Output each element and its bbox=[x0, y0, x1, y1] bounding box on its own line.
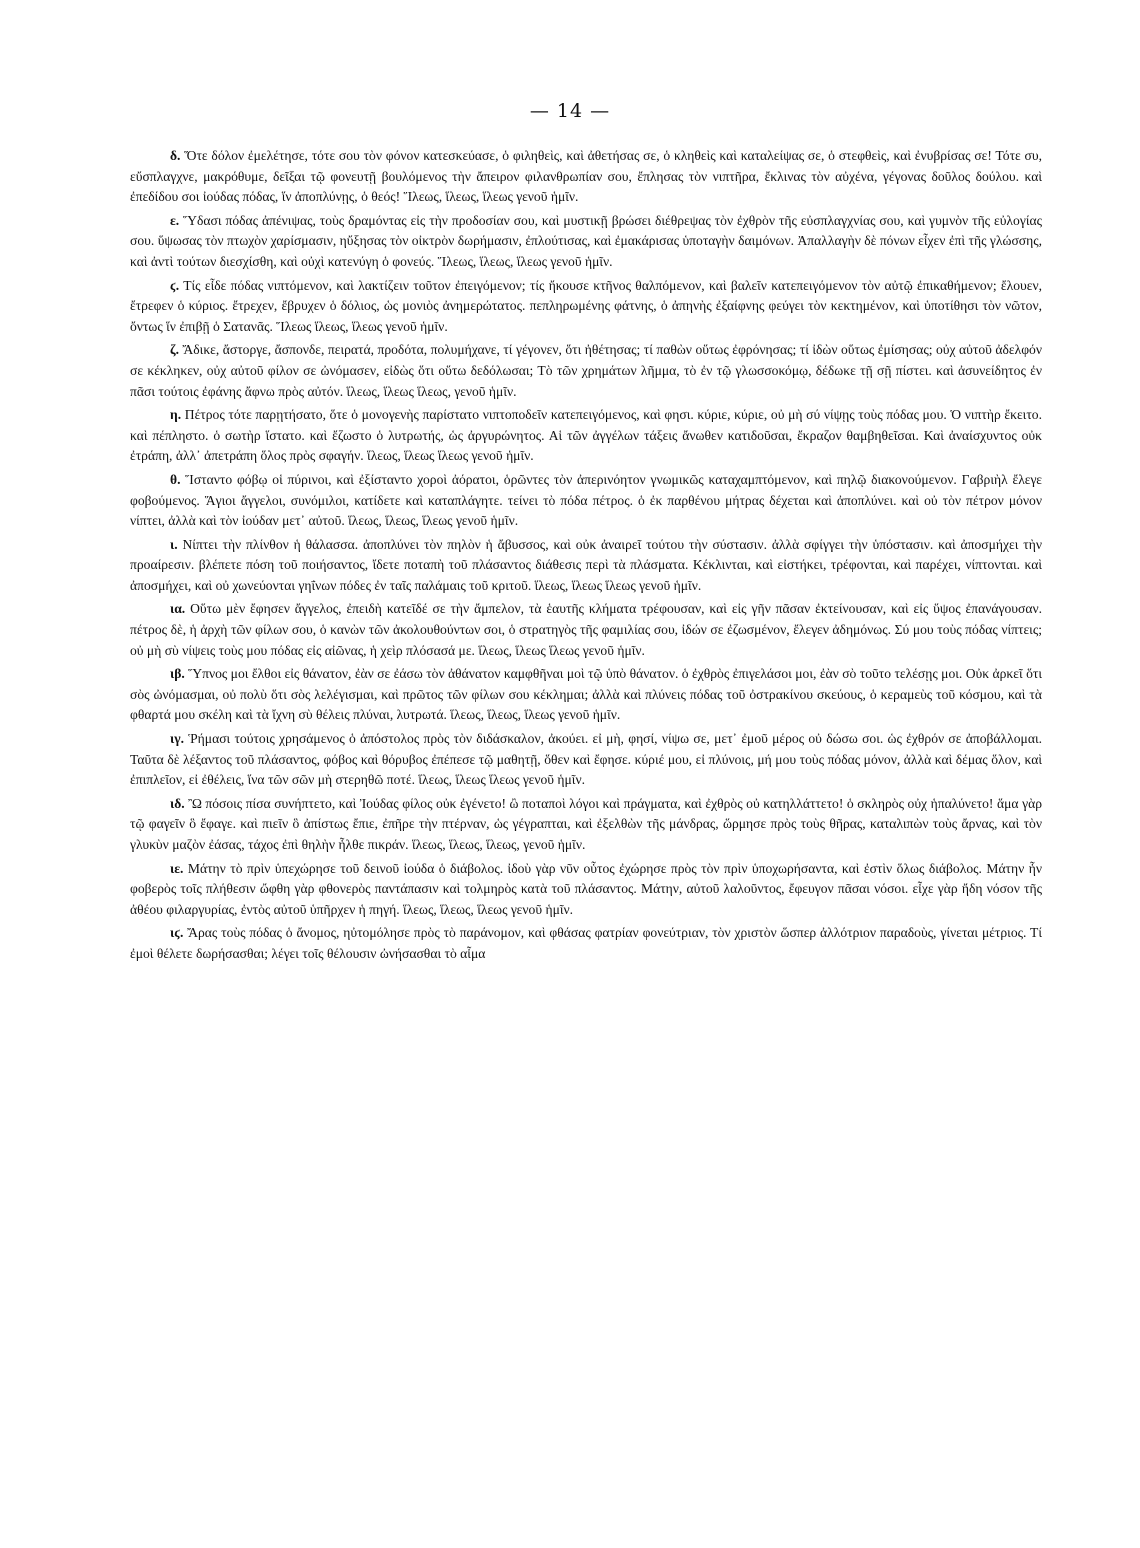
paragraph-text: Νίπτει τὴν πλίνθον ἡ θάλασσα. ἀποπλύνει τὸν πηλὸν ἡ ἄβυσσος, καὶ οὐκ ἀναιρεῖ τούτου τὴν σύστασιν. ἀλλὰ σφίγγει τὴν ὑπόστασιν. καὶ ἀποσμήχει τὴν προαίρεσιν. βλέπετε πόση τοῦ ποιήσαντος, ἴδετε ποταπὴ τοῦ πλάσαντος διάθεσις περὶ τὰ πλάσματα. Κέκλινται, καὶ εἰστήκει, τρέφονται, καὶ παρέχει, νίπτονται. καὶ ἀποσμήχει, καὶ οὐ χωνεύονται γηΐνων πόδες ἐν ταῖς παλάμαις τοῦ κριτοῦ. ἵλεως, ἵλεως ἵλεως γενοῦ ἡμῖν. bbox=[130, 536, 1042, 593]
paragraph bbox=[130, 794, 1042, 856]
paragraph bbox=[130, 664, 1042, 726]
paragraph-text: Τίς εἶδε πόδας νιπτόμενον, καὶ λακτίζειν τοῦτον ἐπειγόμενον; τίς ἤκουσε κτῆνος θαλπόμενον, καὶ βαλεῖν κατεπειγόμενον τὸν αὐτῷ ἐπικαθήμενον; ἔλουεν, ἔτρεφεν ὁ κύριος. ἔτρεχεν, ἔβρυχεν ὁ δόλιος, ὡς μονιὸς ἀνημερώτατος. πεπληρωμένης φάτνης, ὁ ἀπηνὴς ἐξαίφνης φεύγει τὸν κεκτημένον, καὶ ὑποτίθησι τὸν νῶτον, ὄντως ἵν ἐπιβῇ ὁ Σατανᾶς. Ἵλεως ἵλεως, ἵλεως γενοῦ ἡμῖν. bbox=[130, 277, 1042, 334]
paragraph bbox=[130, 923, 1042, 964]
body-text bbox=[130, 146, 1042, 968]
paragraph-text: Οὕτω μὲν ἔφησεν ἄγγελος, ἐπειδὴ κατεῖδέ σε τὴν ἄμπελον, τὰ ἑαυτῆς κλήματα τρέφουσαν, καὶ εἰς γῆν πᾶσαν ἐκτείνουσαν, καὶ εἰς ὕψος ἐπανάγουσαν. πέτρος δὲ, ἡ ἀρχὴ τῶν φίλων σου, ὁ κανὼν τῶν ἀκολουθούντων σοι, ὁ στρατηγὸς τῆς φαμιλίας σου, ἰδών σε ἐζωσμένον, ἔλεγεν ἀδημόνως. Σύ μου τοὺς πόδας νίπτεις; οὐ μὴ σὺ νίψεις τοὺς μου πόδας εἰς αἰῶνας, ἡ χεὶρ πλόσασά με. ἵλεως, ἵλεως ἵλεως γενοῦ ἡμῖν. bbox=[130, 601, 1042, 658]
stanza-number: θ. bbox=[170, 471, 181, 487]
stanza-number: ιδ. bbox=[170, 795, 185, 811]
paragraph-text: Ὕδασι πόδας ἀπένιψας, τοὺς δραμόντας εἰς τὴν προδοσίαν σου, καὶ μυστικῇ βρώσει διέθρεψας τὸν ἐχθρὸν τῆς εὐσπλαγχνίας σου, καὶ γυμνὸν τῆς εὐλογίας σου. ὕψωσας τὸν πτωχὸν χαρίσμασιν, ηὔξησας τὸν οἰκτρὸν δωρήμασιν, ἐπλούτισας, καὶ ἐμακάρισας ὑποταγὴν δαιμόνων. Ἀπαλλαγὴν δὲ πόνων εἶχεν ἐπὶ τῆς γλώσσης, καὶ ἀντὶ τούτων διεσχίσθη, καὶ οὐχὶ κατενύγη ὁ φονεύς. Ἵλεως, ἵλεως, ἵλεως γενοῦ ἡμῖν. bbox=[130, 212, 1042, 269]
paragraph-text: Ὅτε δόλον ἐμελέτησε, τότε σου τὸν φόνον κατεσκεύασε, ὁ φιληθεὶς, καὶ ἀθετήσας σε, ὁ κληθεὶς καὶ καταλείψας σε, ὁ στεφθεὶς, καὶ ἐνυβρίσας σε! Τότε συ, εὔσπλαγχνε, μακρόθυμε, δεῖξαι τῷ φονευτῇ βουλόμενος τὴν ἄπειρον φιλανθρωπίαν σου, ἔπλησας τὸν νιπτῆρα, ἔκλινας τὸν αὐχένα, γέγονας δοῦλος δούλου. καὶ ἐπεδίδου σοι ἰούδας πόδας, ἵν ἀποπλύνῃς, ὁ θεός! Ἵλεως, ἵλεως, ἵλεως γενοῦ ἡμῖν. bbox=[130, 148, 1042, 205]
stanza-number: ιε. bbox=[170, 860, 184, 876]
paragraph-text: Ἄδικε, ἄστοργε, ἄσπονδε, πειρατά, προδότα, πολυμήχανε, τί γέγονεν, ὅτι ἠθέτησας; τί παθὼν οὕτως ἐφρόνησας; τί ἰδὼν οὕτως ἐμίσησας; οὐχ αὐτοῦ ἀδελφόν σε κέκληκεν, οὐχ αὐτοῦ φίλον σε ὠνόμασεν, εἰδὼς ὅτι οὕτω δεδόλωσαι; Τὸ τῶν χρημάτων λῆμμα, τὸ ἐν τῷ γλωσσοκόμῳ, δέδωκε τῇ σῇ πίστει. καὶ ἀσυνείδητος ἐν πᾶσι τούτοις ἐφάνης ἄφνω πρὸς αὐτόν. ἵλεως, ἵλεως ἵλεως, γενοῦ ἡμῖν. bbox=[130, 342, 1042, 399]
stanza-number: ια. bbox=[170, 601, 186, 617]
paragraph bbox=[130, 405, 1042, 467]
paragraph bbox=[130, 535, 1042, 597]
paragraph bbox=[130, 729, 1042, 791]
paragraph-text: Μάτην τὸ πρὶν ὑπεχώρησε τοῦ δεινοῦ ἰούδα ὁ διάβολος. ἰδοὺ γὰρ νῦν οὗτος ἐχώρησε πρὸς τὸν πρὶν ὑποχωρήσαντα, καὶ ἐστὶν ὅλως διάβολος. Μάτην ἦν φοβερὸς τοῖς πλήθεσιν ὤφθη γὰρ φθονερὸς παντάπασιν καὶ τολμηρὸς κατὰ τοῦ πλάσαντος. Μάτην, αὐτοῦ λαλοῦντος, ἔφευγον πᾶσαι νόσοι. εἶχε γὰρ ἤδη νόσον τῆς ἀθέου φιλαργυρίας, ἐντὸς αὐτοῦ ὑπῆρχεν ἡ πηγή. ἵλεως, ἵλεως, ἵλεως γενοῦ ἡμῖν. bbox=[130, 860, 1042, 917]
stanza-number: ι. bbox=[170, 536, 178, 552]
paragraph bbox=[130, 340, 1042, 402]
paragraph-text: Ὕπνος μοι ἔλθοι εἰς θάνατον, ἐὰν σε ἐάσω τὸν ἀθάνατον καμφθῆναι μοὶ τῷ ὑπὸ θάνατον. ὁ ἐχθρὸς ἐπιγελάσοι μοι, ἐὰν σὸ τοῦτο τελέσῃς μοι. Οὐκ ἀρκεῖ ὅτι σὸς ὠνόμασμαι, οὐ πολὺ ὅτι σὸς λελέγισμαι, καὶ πρῶτος τῶν φίλων σου κέκλημαι; ἀλλὰ καὶ πλύνεις πόδας τοῦ ὀστρακίνου σκεύους, ὁ κεραμεὺς τοῦ κόσμου, καὶ τὰ φθαρτά μου σκέλη καὶ τὰ ἴχνη σὺ θέλεις πλύναι, λυτρωτά. ἵλεως, ἵλεως, ἵλεως γενοῦ ἡμῖν. bbox=[130, 666, 1042, 723]
paragraph bbox=[130, 859, 1042, 921]
stanza-number: ιϛ. bbox=[170, 925, 184, 941]
paragraph bbox=[130, 276, 1042, 338]
stanza-number: ε. bbox=[170, 212, 180, 228]
stanza-number: η. bbox=[170, 407, 182, 423]
stanza-number: ζ. bbox=[170, 342, 180, 358]
stanza-number: ϛ. bbox=[170, 277, 180, 293]
paragraph bbox=[130, 599, 1042, 661]
paragraph bbox=[130, 146, 1042, 208]
stanza-number: ιβ. bbox=[170, 666, 185, 682]
paragraph bbox=[130, 211, 1042, 273]
stanza-number: δ. bbox=[170, 148, 181, 163]
page-number: — 14 — bbox=[529, 100, 611, 122]
stanza-number: ιγ. bbox=[170, 731, 184, 747]
paragraph-text: Ὢ πόσοις πίσα συνήπτετο, καὶ Ἰούδας φίλος οὐκ ἐγένετο! ὢ ποταποὶ λόγοι καὶ πράγματα, καὶ ἐχθρὸς οὐ κατηλλάττετο! ὁ σκληρὸς οὐχ ἡπαλύνετο! ἅμα γὰρ τῷ φαγεῖν ὃ ἔφαγε. καὶ πιεῖν ὃ ἀπίστως ἔπιε, ἐπῆρε τὴν πτέρναν, ὡς γέγραπται, καὶ ἐξελθὼν τῆς μάνδρας, ὥρμησε πρὸς τοὺς θῆρας, καταλιπὼν τοὺς ἄρνας, καὶ τὸν γλυκὺν μαζὸν ἐάσας, τάχος ἐπὶ θηλὴν ἦλθε πικράν. ἵλεως, ἵλεως, ἵλεως, γενοῦ ἡμῖν. bbox=[130, 795, 1042, 852]
paragraph-text: Πέτρος τότε παρῃτήσατο, ὅτε ὁ μονογενὴς παρίστατο νιπτοποδεῖν κατεπειγόμενος, καὶ φησι. κύριε, κύριε, οὐ μὴ σύ νίψῃς τοὺς πόδας μου. Ὁ νιπτὴρ ἔκειτο. καὶ πέπληστο. ὁ σωτὴρ ἵστατο. καὶ ἔζωστο ὁ λυτρωτής, ὡς ἀργυρώνητος. Αἱ τῶν ἀγγέλων τάξεις ἄνωθεν κατιδοῦσαι, ἔκραζον θαμβηθεῖσαι. Καὶ ἀναίσχυντος οὐκ ἐτράπη, ἀλλ᾽ ἀπετράπη ὅλος πρὸς σφαγήν. ἵλεως, ἵλεως ἵλεως γενοῦ ἡμῖν. bbox=[130, 407, 1042, 464]
paragraph-text: Ἵσταντο φόβῳ οἱ πύρινοι, καὶ ἐξίσταντο χοροὶ ἀόρατοι, ὁρῶντες τὸν ἀπερινόητον γνωμικῶς καταχαμπτόμενον, καὶ πηλῷ διακονούμενον. Γαβριὴλ ἔλεγε φοβούμενος. Ἅγιοι ἄγγελοι, συνόμιλοι, κατίδετε καὶ καταπλάγητε. τείνει τὸ πόδα πέτρος. ὁ ἐκ παρθένου μήτρας δέχεται καὶ ἀποπλύνει. καὶ οὐ τὸν πέτρον μόνον νίπτει, ἀλλὰ καὶ τὸν ἰούδαν μετ᾽ αὐτοῦ. ἵλεως, ἵλεως, ἵλεως γενοῦ ἡμῖν. bbox=[130, 471, 1042, 529]
paragraph bbox=[130, 470, 1042, 532]
paragraph-text: Ἄρας τοὺς πόδας ὁ ἄνομος, ηὐτομόλησε πρὸς τὸ παράνομον, καὶ φθάσας φατρίαν φονεύτριαν, τὸν χριστὸν ὥσπερ ἀλλότριον παραδοὺς, γίνεται μέτριος. Τί ἐμοὶ θέλετε δωρήσασθαι; λέγει τοῖς θέλουσιν ὠνήσασθαι τὸ αἷμα bbox=[130, 925, 1042, 961]
paragraph-text: Ῥήμασι τούτοις χρησάμενος ὁ ἀπόστολος πρὸς τὸν διδάσκαλον, ἀκούει. εἰ μὴ, φησί, νίψω σε, μετ᾽ ἐμοῦ μέρος οὐ δώσω σοι. ὡς ἐχθρόν σε ἀποβάλλομαι. Ταῦτα δὲ λέξαντος τοῦ πλάσαντος, φόβος καὶ θόρυβος ἐπέπεσε τῷ μαθητῇ, ὅθεν καὶ ἔφησε. κύριέ μου, εἰ πλύνοις, μή μου τοὺς πόδας μόνον, ἀλλὰ καὶ δέμας ὅλον, καὶ ἐπιπλεῖον, εἰ ἐθέλεις, ἵνα τῶν σῶν μὴ στερηθῶ ποτέ. ἵλεως, ἵλεως ἵλεως γενοῦ ἡμῖν. bbox=[130, 731, 1042, 788]
